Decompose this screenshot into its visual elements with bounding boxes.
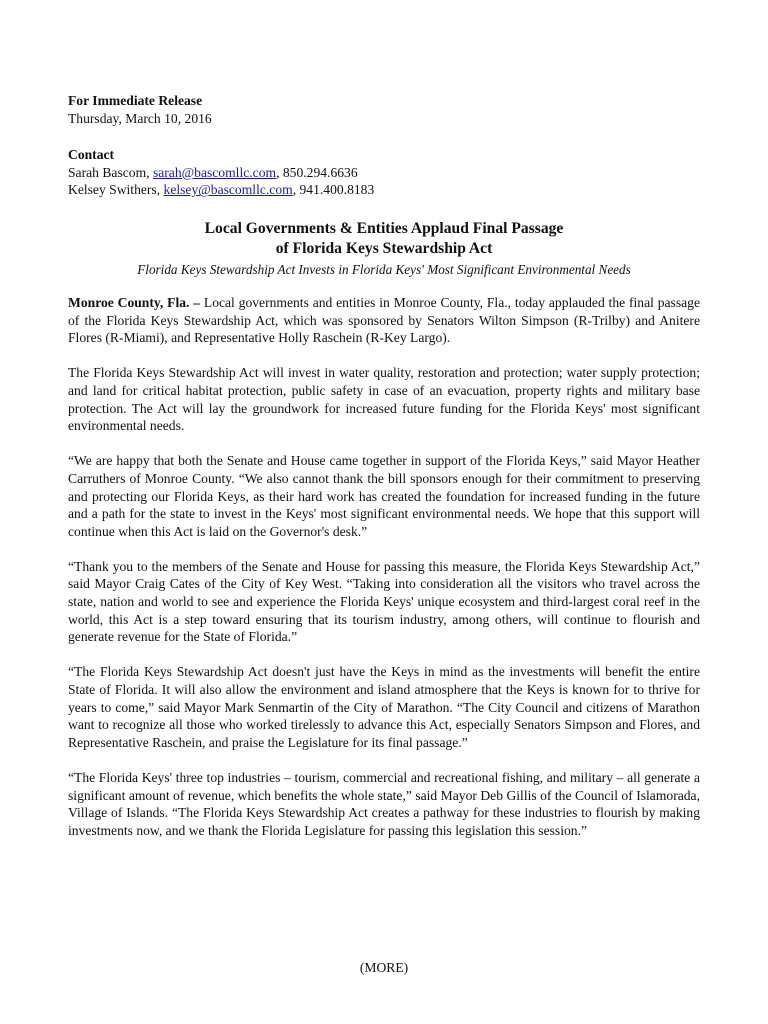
contact-line — [68, 181, 700, 199]
contact-email-link[interactable]: sarah@bascomllc.com — [152, 164, 277, 180]
release-date: Thursday, March 10, 2016 — [68, 110, 212, 126]
subheadline: Florida Keys Stewardship Act Invests in Florida Keys' Most Significant Environmental Needs — [137, 261, 631, 277]
contact-name: Kelsey Swithers, — [68, 182, 164, 198]
contact-phone: , 941.400.8183 — [292, 182, 375, 198]
contact-label: Contact — [68, 147, 115, 163]
more-indicator: (MORE) — [359, 960, 409, 975]
paragraph-text: Local governments and entities in Monroe County, Fla., today applauded the final passage of the Florida Keys Stewardship Act, which was sponsored by Senators Wilton Simpson (R-Trilby) and Anitere Flores (R-Miami), and Representative Holly Raschein (R-Key Largo). — [68, 294, 700, 346]
contact-email-link[interactable]: kelsey@bascomllc.com — [163, 182, 293, 198]
contact-line — [68, 164, 700, 182]
article-body — [68, 294, 700, 839]
paragraph — [68, 294, 700, 347]
headline — [68, 219, 700, 259]
paragraph: “Thank you to the members of the Senate and House for passing this measure, the Florida Keys Stewardship Act,” said Mayor Craig Cates of the City of Key West. “Taking into consideration all the visitors who travel across the state, nation and world to see and experience the Florida Keys' unique ecosystem and third-largest coral reef in the world, this Act is a step toward ensuring that its tourism industry, among others, will continue to flourish and generate revenue for the State of Florida.” — [68, 558, 700, 645]
paragraph: The Florida Keys Stewardship Act will invest in water quality, restoration and protection; water supply protection; and land for critical habitat protection, public safety in case of an evacuation, property rights and military base protection. The Act will lay the groundwork for increased future funding for the Florida Keys' most significant environmental needs. — [68, 365, 700, 434]
headline-line: Local Governments & Entities Applaud Final Passage — [204, 219, 564, 237]
paragraph: “We are happy that both the Senate and House came together in support of the Florida Keys,” said Mayor Heather Carruthers of Monroe County. “We also cannot thank the bill sponsors enough for their commitment to preserving and protecting our Florida Keys, as their hard work has created the foundation for increased funding in the future and a path for the state to invest in the Keys' most significant environmental needs. We hope that this support will continue when this Act is laid on the Governor's desk.” — [68, 453, 700, 539]
headline-line: of Florida Keys Stewardship Act — [275, 239, 493, 257]
release-label: For Immediate Release — [68, 93, 203, 108]
dateline: Monroe County, Fla. – — [68, 294, 201, 310]
contact-phone: , 850.294.6636 — [276, 164, 358, 180]
release-header — [68, 92, 700, 127]
paragraph: “The Florida Keys Stewardship Act doesn't just have the Keys in mind as the investments will benefit the entire State of Florida. It will also allow the environment and island atmosphere that the Keys is known for to thrive for years to come,” said Mayor Mark Senmartin of the City of Marathon. “The City Council and citizens of Marathon want to recognize all those who worked tirelessly to advance this Act, especially Senators Simpson and Flores, and Representative Raschein, and praise the Legislature for its final passage.” — [68, 664, 700, 750]
contact-name: Sarah Bascom, — [68, 164, 153, 180]
contact-block — [68, 146, 700, 199]
paragraph: “The Florida Keys' three top industries – tourism, commercial and recreational fishing, and military – all generate a significant amount of revenue, which benefits the whole state,” said Mayor Deb Gillis of the Council of Islamorada, Village of Islands. “The Florida Keys Stewardship Act creates a pathway for these industries to flourish by making investments now, and we thank the Florida Legislature for passing this legislation this session.” — [68, 770, 700, 838]
press-release-page — [68, 92, 700, 839]
